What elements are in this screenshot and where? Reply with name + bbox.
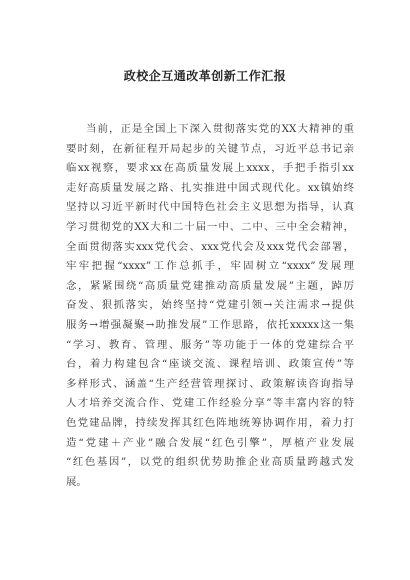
paragraph-line: “红色基因”，以党的组织优势助推企业高质量跨越式发 [66,456,354,469]
paragraph-line: 念，紧紧围绕“高质量党建推动高质量发展”主题，踔厉 [66,279,354,292]
paragraph-line: 人才培养交流合作、党建工作经验分享”等丰富内容的特 [66,397,354,410]
paragraph-line: 走好高质量发展之路、扎实推进中国式现代化。xx镇始终 [66,181,354,194]
paragraph-line: “学习、教育、管理、服务”等功能于一体的党建综合平 [66,338,354,351]
paragraph-line: 临xx视察，要求xx在高质量发展上xxxx，手把手指引xx [66,162,354,175]
paragraph-line: 牢牢把握“xxxx”工作总抓手，牢固树立“xxxx”发展理 [66,260,354,273]
paragraph-line: 台，着力构建包含“座谈交流、课程培训、政策宣传”等 [66,358,354,371]
paragraph-line: 奋发、狠抓落实，始终坚持“党建引领→关注需求→提供 [66,299,354,312]
paragraph-line: 学习贯彻党的XX大和二十届一中、二中、三中全会精神， [66,220,354,233]
paragraph-line: 造“党建＋产业”融合发展“红色引擎”，厚植产业发展 [66,436,354,449]
paragraph-line: 要时刻，在新征程开局起步的关键节点，习近平总书记亲 [66,142,354,155]
paragraph-line: 坚持以习近平新时代中国特色社会主义思想为指导，认真 [66,201,354,214]
paragraph-line: 多样形式、涵盖“生产经营管理探讨、政策解读咨询指导 [66,377,354,390]
document-body-paragraph [66,120,354,492]
paragraph-line: 展。 [66,475,87,488]
document-title: 政校企互通改革创新工作汇报 [123,69,287,83]
paragraph-line: 全面贯彻落实xxx党代会、xxx党代会及xxx党代会部署， [66,240,354,253]
paragraph-line: 当前，正是全国上下深入贯彻落实党的XX大精神的重 [86,123,354,135]
paragraph-line: 服务→增强凝聚→助推发展”工作思路，依托xxxxx这一集 [66,318,354,331]
paragraph-line: 色党建品牌，持续发挥其红色阵地统筹协调作用，着力打 [66,416,354,429]
